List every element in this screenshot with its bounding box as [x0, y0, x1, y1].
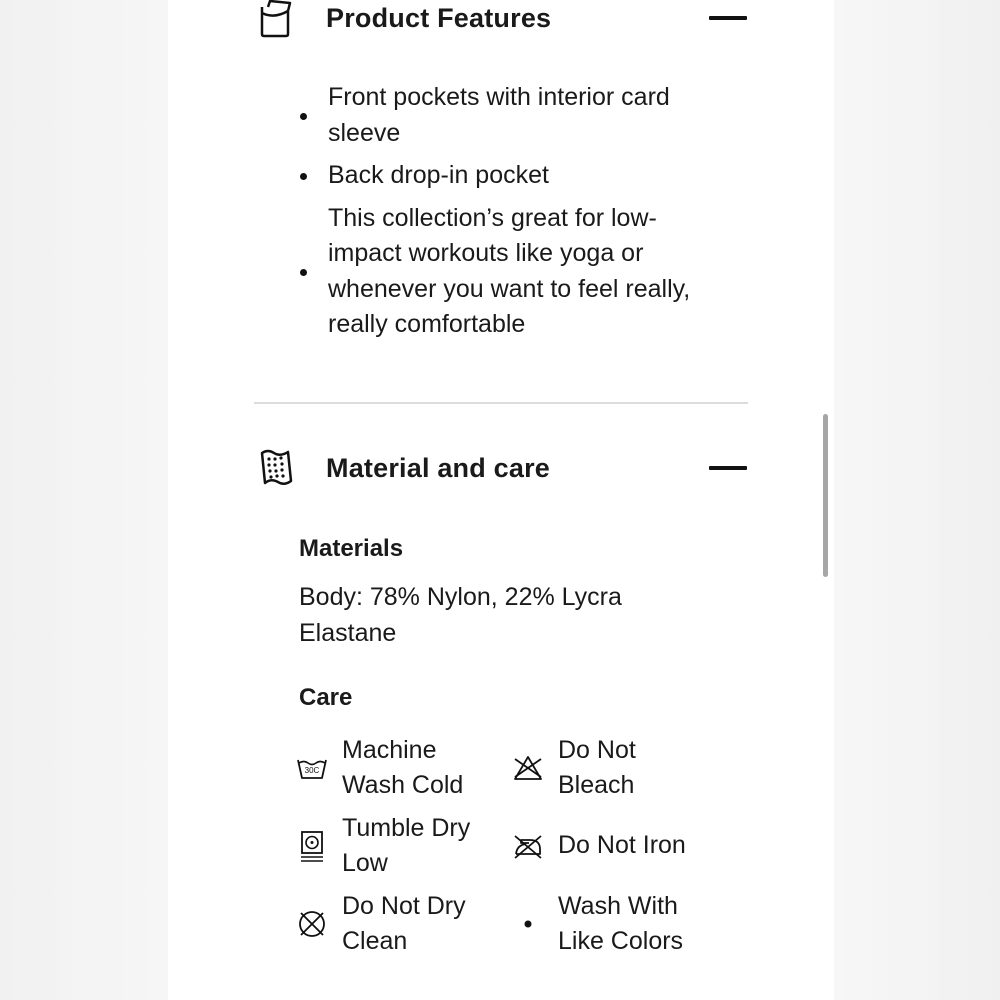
- bullet-icon: [300, 113, 307, 120]
- features-list: [288, 80, 708, 350]
- care-label: Do Not Bleach: [558, 735, 636, 799]
- care-label: Do Not Dry Clean: [342, 891, 466, 955]
- collapse-features-button[interactable]: [708, 3, 748, 33]
- care-item-bleach: [512, 730, 708, 806]
- fabric-icon: [254, 446, 298, 490]
- care-label: Tumble Dry Low: [342, 813, 471, 877]
- care-label: Machine Wash Cold: [342, 735, 464, 799]
- feature-item: [288, 158, 708, 194]
- tumble-dry-low-icon: [296, 830, 328, 862]
- feature-item: [288, 80, 708, 151]
- minus-icon: [709, 16, 747, 20]
- bullet-icon: [300, 269, 307, 276]
- wash-30c-icon: [296, 752, 328, 784]
- no-bleach-icon: [512, 752, 544, 784]
- product-details-panel: [168, 0, 834, 1000]
- care-label: Do Not Iron: [558, 831, 686, 860]
- wash-temp-label: 30C: [304, 766, 320, 775]
- bullet-icon: [300, 173, 307, 180]
- care-item-dry-clean: [296, 886, 492, 962]
- care-item-wash: [296, 730, 492, 806]
- materials-text: Body: 78% Nylon, 22% Lycra Elastane: [299, 583, 622, 647]
- product-features-title: Product Features: [326, 2, 552, 33]
- care-item-like-colors: [512, 886, 708, 962]
- product-features-header[interactable]: [254, 0, 748, 43]
- care-label: Wash With Like Colors: [558, 891, 684, 955]
- no-dry-clean-icon: [296, 908, 328, 940]
- materials-heading: Materials: [299, 535, 404, 562]
- feature-item: [288, 201, 708, 343]
- care-item-tumble-dry: [296, 808, 492, 884]
- minus-icon: [709, 466, 747, 470]
- care-item-iron: [512, 808, 708, 884]
- feature-text: This collection’s great for low-impact workouts like yoga or whenever you want to feel really, really comfortable: [328, 203, 691, 338]
- bullet-icon: [512, 908, 544, 940]
- page-background-left: [0, 0, 168, 1000]
- material-care-title: Material and care: [326, 452, 551, 483]
- pocket-icon: [254, 0, 298, 40]
- scrollbar-thumb[interactable]: [823, 414, 828, 577]
- care-heading: Care: [299, 684, 353, 711]
- feature-text: Back drop-in pocket: [328, 161, 549, 189]
- material-care-header[interactable]: [254, 443, 748, 493]
- feature-text: Front pockets with interior card sleeve: [328, 83, 670, 147]
- collapse-material-button[interactable]: [708, 453, 748, 483]
- page-background-right: [834, 0, 1000, 1000]
- section-divider: [254, 402, 748, 404]
- no-iron-icon: [512, 830, 544, 862]
